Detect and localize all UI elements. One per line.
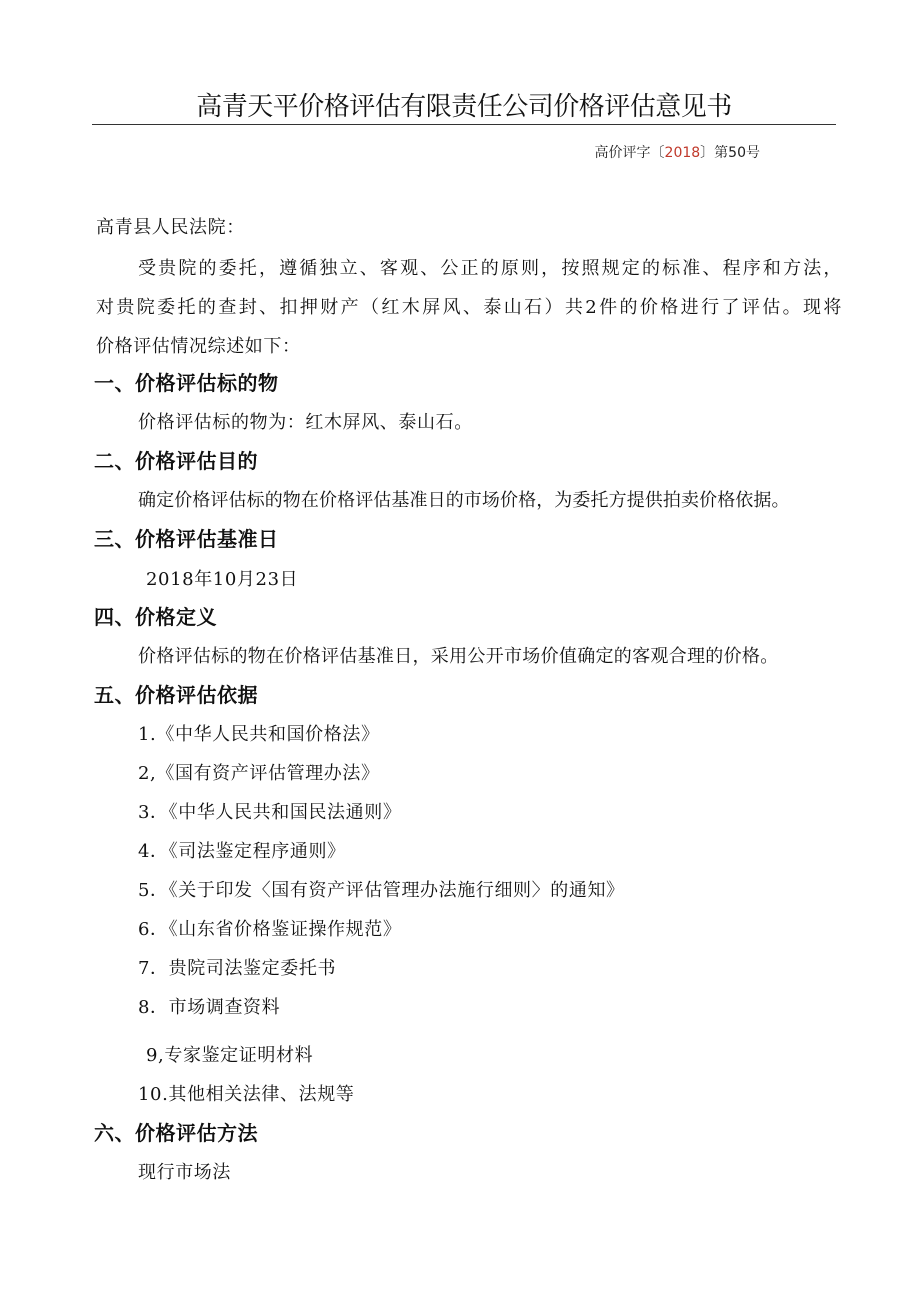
basis-item-3: 3．《中华人民共和国民法通则》 bbox=[138, 802, 402, 823]
section-text-6: 现行市场法 bbox=[138, 1162, 231, 1183]
section-heading-5: 五、价格评估依据 bbox=[94, 683, 258, 707]
section-text-2: 确定价格评估标的物在价格评估基准日的市场价格，为委托方提供拍卖价格依据。 bbox=[138, 490, 790, 511]
basis-item-6: 6．《山东省价格鉴证操作规范》 bbox=[138, 919, 402, 940]
basis-item-4: 4．《司法鉴定程序通则》 bbox=[138, 841, 346, 862]
section-text-4: 价格评估标的物在价格评估基准日，采用公开市场价值确定的客观合理的价格。 bbox=[138, 646, 779, 667]
section-heading-6: 六、价格评估方法 bbox=[94, 1121, 258, 1145]
section-text-3: 2018年10月23日 bbox=[146, 569, 299, 590]
basis-item-10: 10.其他相关法律、法规等 bbox=[138, 1084, 355, 1105]
intro-line-3: 价格评估情况综述如下： bbox=[96, 336, 301, 357]
doc-number-prefix: 高价评字〔 bbox=[594, 145, 665, 161]
intro-line-1: 受贵院的委托，遵循独立、客观、公正的原则，按照规定的标准、程序和方法， bbox=[138, 258, 842, 279]
basis-item-7: 7．贵院司法鉴定委托书 bbox=[138, 958, 337, 979]
document-number bbox=[540, 144, 760, 162]
intro-line-2: 对贵院委托的查封、扣押财产（红木屏风、泰山石）共2件的价格进行了评估。现将 bbox=[96, 297, 842, 318]
salutation: 高青县人民法院： bbox=[96, 217, 245, 238]
basis-item-1: 1.《中华人民共和国价格法》 bbox=[138, 724, 380, 745]
doc-number-suffix: 〕第50号 bbox=[700, 145, 760, 161]
basis-item-9: 9,专家鉴定证明材料 bbox=[146, 1045, 314, 1066]
title-underline bbox=[92, 124, 836, 125]
document-title: 高青天平价格评估有限责任公司价格评估意见书 bbox=[196, 92, 732, 122]
basis-item-2: 2,《国有资产评估管理办法》 bbox=[138, 763, 380, 784]
section-text-1: 价格评估标的物为：红木屏风、泰山石。 bbox=[138, 412, 473, 433]
section-heading-1: 一、价格评估标的物 bbox=[94, 371, 279, 395]
basis-item-5: 5．《关于印发〈国有资产评估管理办法施行细则〉的通知》 bbox=[138, 880, 625, 901]
section-heading-2: 二、价格评估目的 bbox=[94, 449, 258, 473]
section-heading-3: 三、价格评估基准日 bbox=[94, 527, 279, 551]
basis-item-8: 8．市场调查资料 bbox=[138, 997, 281, 1018]
section-heading-4: 四、价格定义 bbox=[94, 605, 217, 629]
doc-number-year: 2018 bbox=[664, 145, 701, 161]
